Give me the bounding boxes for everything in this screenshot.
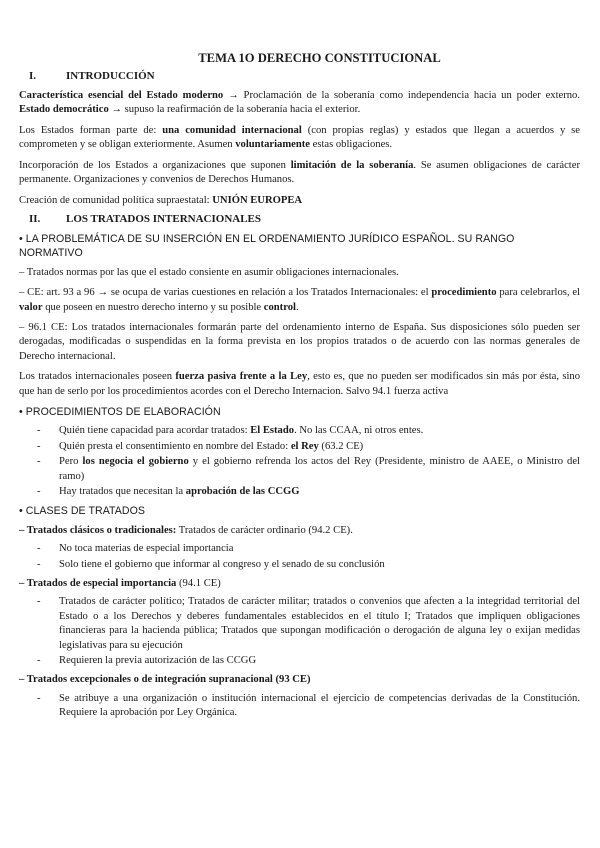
section-title: LOS TRATADOS INTERNACIONALES (66, 212, 261, 225)
clasicos-heading (19, 524, 580, 538)
tratados-paragraph-4 (19, 370, 580, 399)
section-number: I. (29, 70, 37, 83)
document-title: TEMA 1O DERECHO CONSTITUCIONAL (198, 51, 441, 65)
list-item (19, 440, 580, 454)
text-run: Quién presta el consentimiento en nombre del Estado: (59, 440, 291, 452)
subheading-procedimientos: • PROCEDIMIENTOS DE ELABORACIÓN (19, 405, 221, 418)
list-item (19, 485, 580, 499)
bold-term: control (263, 301, 296, 313)
bold-term: el Rey (290, 440, 319, 452)
section-heading-introduccion (19, 69, 580, 84)
bold-term: voluntariamente (235, 139, 310, 151)
bold-term: limitación de la soberanía (290, 159, 414, 171)
text-run: (94.1 CE) (176, 578, 221, 589)
list-item: - Se atribuye a una organización o institución internacional el ejercicio de competencias derivadas de la Constitución. Requiere la aprobación por Ley Orgánica. (19, 692, 580, 721)
bold-term: El Estado (250, 425, 295, 437)
text-run: para celebrarlos, el (496, 287, 580, 299)
text-run: (con propias reglas) y estados que llegan a acuerdos y se comprometen y se obligan exteriormente. Asumen (19, 124, 580, 151)
intro-paragraph-4 (19, 194, 580, 208)
bold-term: aprobación de las CCGG (185, 485, 300, 497)
procedimientos-list (19, 424, 580, 499)
section-number: II. (29, 212, 41, 225)
intro-paragraph-1 (19, 89, 580, 118)
text-run: Creación de comunidad política supraestatal: (19, 194, 213, 206)
text-run: Incorporación de los Estados a organizaciones que suponen (19, 159, 291, 171)
text-run: Pero (59, 456, 83, 468)
list-item (19, 455, 580, 484)
bold-term: – Tratados excepcionales o de integración supranacional (93 CE) (19, 674, 311, 686)
bold-term: – Tratados de especial importancia (19, 578, 177, 589)
text-run: → Proclamación de la soberanía como independencia hacia un poder externo. (223, 90, 581, 102)
text-run: estas obligaciones. (309, 139, 393, 151)
text-run: . No las CCAA, ni otros entes. (294, 425, 424, 437)
list-item: - Requieren la previa autorización de las CCGG (19, 654, 580, 668)
bold-term: – Tratados clásicos o tradicionales: (19, 524, 177, 536)
list-item (19, 424, 580, 438)
text-run: Los tratados internacionales poseen (19, 371, 176, 383)
especial-heading (19, 577, 580, 591)
bold-term: procedimiento (431, 287, 497, 299)
bold-term: Característica esencial del Estado moderno (19, 90, 224, 102)
bold-term: una comunidad internacional (162, 124, 302, 136)
list-item: - No toca materias de especial importancia (19, 542, 580, 556)
text-run: Tratados de carácter ordinario (94.2 CE). (176, 524, 353, 536)
text-run: y el gobierno refrenda los actos del Rey (Presidente, ministro de AAEE, o Ministro del ramo) (59, 456, 581, 482)
bold-term: valor (19, 301, 43, 313)
text-run: , esto es, que no pueden ser modificados sin más por ésta, sino que han de serlo por los procedimientos acordes con el Derecho Internacion. Salvo 94.1 fuerza activa (19, 371, 580, 397)
tratados-paragraph-1: – Tratados normas por las que el estado consiente en asumir obligaciones internacionales. (19, 266, 399, 278)
intro-paragraph-3 (19, 159, 580, 188)
excepcionales-list (19, 692, 580, 721)
text-run: Los Estados forman parte de: (19, 124, 163, 136)
text-run: – CE: art. 93 a 96 → se ocupa de varias cuestiones en relación a los Tratados Internacionales: el (19, 287, 432, 299)
section-heading-tratados (19, 212, 580, 227)
bold-term: los negocia el gobierno (82, 456, 189, 468)
section-title: INTRODUCCIÓN (66, 70, 155, 83)
tratados-paragraph-2 (19, 286, 580, 315)
text-run: (63.2 CE) (318, 440, 364, 452)
intro-paragraph-2 (19, 124, 580, 153)
text-run: → supuso la reafirmación de la soberanía hacia el exterior. (108, 104, 361, 116)
list-item: - Tratados de carácter político; Tratados de carácter militar; tratados o convenios que afecten a la integridad territorial del Estado o a los Derechos y deberes fundamentales establecidos en el título I; Tratados que impliquen obligaciones financieras para la hacienda pública; Tratados que supongan modificación o derogación de alguna ley o exijan medidas legislativas para su ejecución (19, 595, 580, 653)
text-run: Hay tratados que necesitan la (59, 485, 186, 497)
text-run: . (295, 301, 299, 313)
excepcionales-heading (19, 673, 580, 687)
subheading-clases: • CLASES DE TRATADOS (19, 505, 145, 518)
clasicos-list (19, 542, 580, 572)
especial-list (19, 595, 580, 668)
subheading-problematica: • LA PROBLEMÁTICA DE SU INSERCIÓN EN EL ORDENAMIENTO JURÍDICO ESPAÑOL. SU RANGO NORMATIVO (19, 232, 515, 260)
list-item: - Solo tiene el gobierno que informar al congreso y el senado de su conclusión (19, 558, 580, 572)
bold-term: fuerza pasiva frente a la Ley (175, 371, 308, 383)
text-run: Quién tiene capacidad para acordar tratados: (59, 425, 251, 437)
text-run: que poseen en nuestro derecho interno y su posible (42, 301, 264, 313)
tratados-paragraph-3: – 96.1 CE: Los tratados internacionales formarán parte del ordenamiento interno de España. Sus disposiciones sólo pueden ser derogadas, modificadas o suspendidas en la forma prevista en los propios tratados o de acuerdo con las normas generales de Derecho internacional. (19, 321, 580, 362)
bold-term: Estado democrático (19, 104, 109, 116)
bold-term: UNIÓN EUROPEA (212, 194, 303, 206)
text-run: . Se asumen obligaciones de carácter permanente. Organizaciones y convenios de Derechos Humanos. (19, 159, 580, 186)
